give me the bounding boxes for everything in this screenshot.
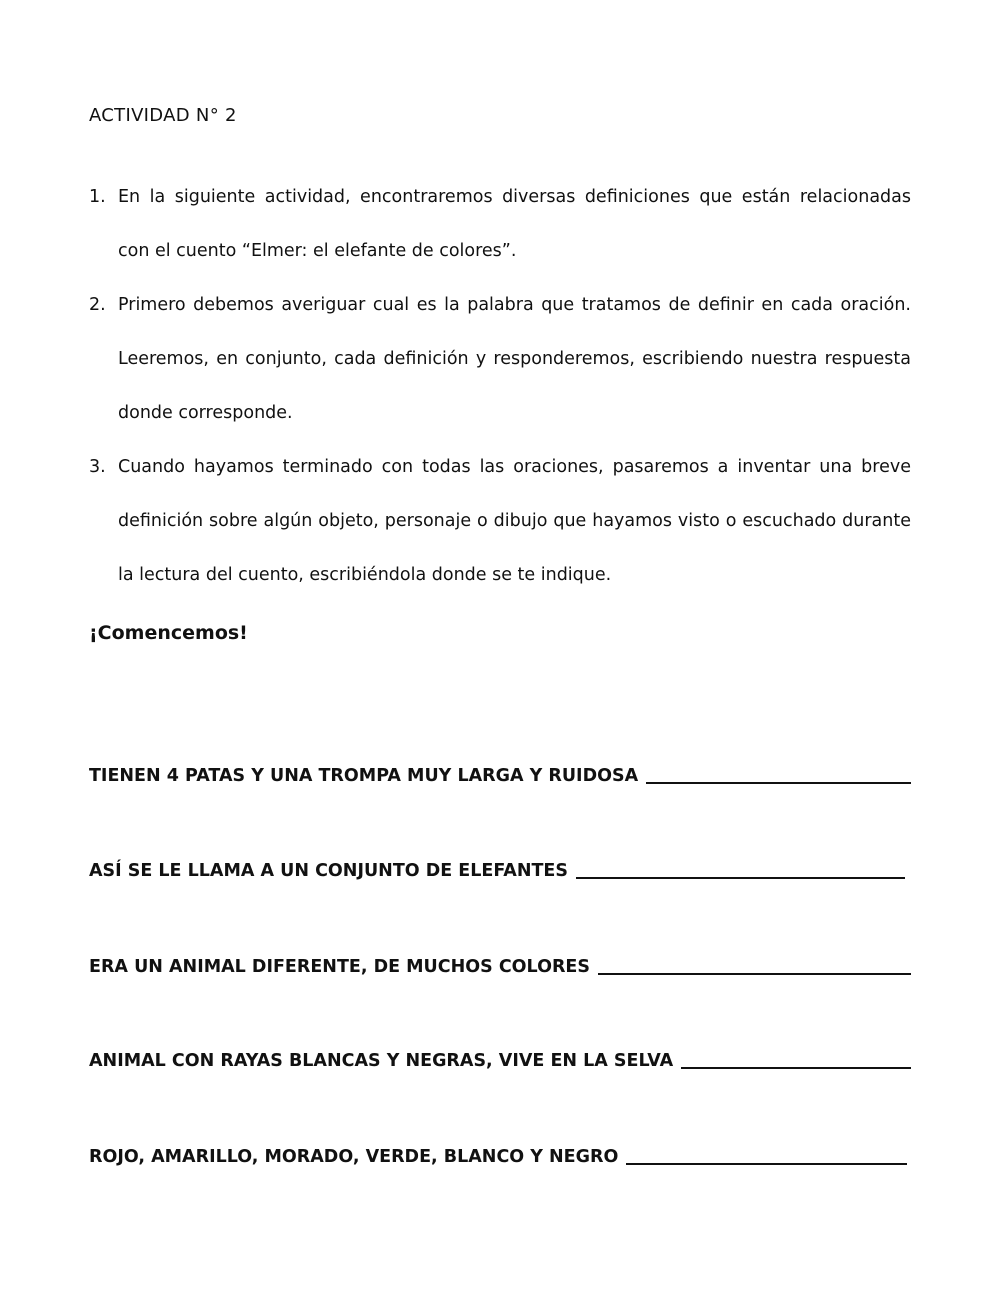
question-row [89,859,905,881]
instruction-text: Cuando hayamos terminado con todas las oraciones, pasaremos a inventar una breve definición sobre algún objeto, personaje o dibujo que hayamos visto o escuchado durante la lectura del cuento, escribiéndola donde se te indique. [118,457,911,585]
answer-blank[interactable] [681,1049,911,1069]
instruction-number: 3. [89,457,106,477]
question-row [89,955,911,977]
answer-blank[interactable] [646,764,911,784]
question-row [89,764,911,786]
start-heading: ¡Comencemos! [89,622,248,644]
activity-title: ACTIVIDAD N° 2 [89,105,237,126]
instruction-number: 1. [89,187,106,207]
answer-blank[interactable] [576,859,905,879]
instructions-list [89,170,911,602]
instruction-item [89,278,911,440]
instruction-text: Primero debemos averiguar cual es la palabra que tratamos de definir en cada oración. Leeremos, en conjunto, cada definición y responderemos, escribiendo nuestra respuesta donde corresponde. [118,295,911,423]
instruction-item [89,170,911,278]
instruction-number: 2. [89,295,106,315]
question-text: ASÍ SE LE LLAMA A UN CONJUNTO DE ELEFANTES [89,861,568,881]
question-text: ERA UN ANIMAL DIFERENTE, DE MUCHOS COLORES [89,957,590,977]
question-text: ROJO, AMARILLO, MORADO, VERDE, BLANCO Y NEGRO [89,1147,619,1167]
answer-blank[interactable] [598,955,911,975]
question-text: ANIMAL CON RAYAS BLANCAS Y NEGRAS, VIVE EN LA SELVA [89,1051,674,1071]
question-row [89,1049,911,1071]
instruction-text: En la siguiente actividad, encontraremos diversas definiciones que están relacionadas con el cuento “Elmer: el elefante de colores”. [118,187,911,261]
instruction-item [89,440,911,602]
question-text: TIENEN 4 PATAS Y UNA TROMPA MUY LARGA Y RUIDOSA [89,766,639,786]
question-row [89,1145,907,1167]
answer-blank[interactable] [626,1145,907,1165]
